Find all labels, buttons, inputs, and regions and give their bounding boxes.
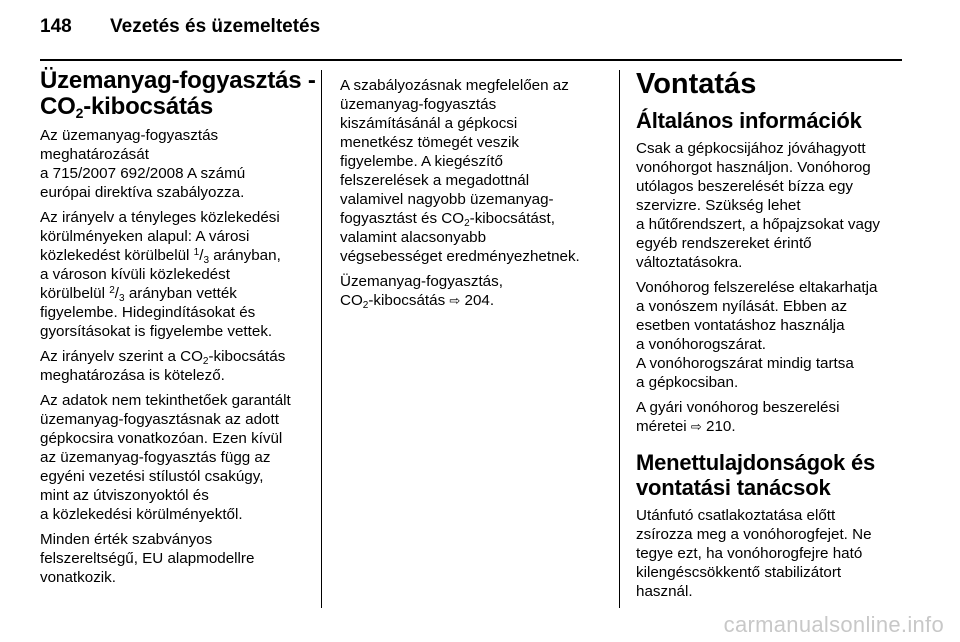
chapter-title: Vontatás: [636, 68, 757, 100]
page-header: [40, 16, 320, 46]
page-number: 148: [40, 16, 72, 37]
section-heading-driving-towing-tips: Menettulajdonságok és vontatási tanácsok: [636, 450, 876, 500]
column-1: [40, 67, 316, 593]
paragraph: Az irányelv szerint a $CO_2$-kibocsátás meghatározása is kötelező.: [40, 348, 286, 384]
section-heading-general-info: Általános információk: [636, 108, 862, 133]
page-reference[interactable]: 210.: [701, 418, 736, 435]
running-title: Vezetés és üzemeltetés: [110, 16, 321, 37]
cross-reference-paragraph: Üzemanyag-fogyasztás, $CO_2$-kibocsátás ⇨ 204.: [340, 273, 503, 311]
column-divider-1: [321, 70, 322, 608]
paragraph: Csak a gépkocsijához jóváhagyott vonóhorgot használjon. Vonóhorog utólagos beszerelését bízza egy szervizre. Szükség lehet a hűtőrendszert, a hőpajzsokat vagy egyéb rendszereket érintő változtatásokra.: [636, 140, 880, 271]
column-3: [636, 68, 906, 607]
paragraph: Az adatok nem tekinthetőek garantált üzemanyag-fogyasztásnak az adott gépkocsira vonatkozóan. Ezen kívül az üzemanyag-fogyasztás függ az egyéni vezetési stílustól csakúgy, mint az útviszonyoktól és a közlekedési körülményektől.: [40, 392, 291, 523]
column-divider-2: [619, 70, 620, 608]
cross-reference-paragraph: A gyári vonóhorog beszerelési méretei ⇨ 210.: [636, 399, 840, 435]
section-heading-fuel-consumption: Üzemanyag-fogyasztás - $CO_2$-kibocsátás: [40, 67, 316, 121]
page-reference-arrow-icon: ⇨: [690, 419, 702, 434]
watermark: carmanualsonline.info: [723, 612, 944, 637]
paragraph: Utánfutó csatlakoztatása előtt zsírozza meg a vonóhorogfejet. Ne tegye ezt, ha vonóhorogfejre ható kilengéscsökkentő stabilizátort használ.: [636, 507, 872, 600]
header-rule: [40, 59, 902, 61]
paragraph: Vonóhorog felszerelése eltakarhatja a vonószem nyílását. Ebben az esetben vontatáshoz használja a vonóhorogszárat. A vonóhorogszárat mindig tartsa a gépkocsiban.: [636, 279, 878, 391]
paragraph: Minden érték szabványos felszereltségű, EU alapmodellre vonatkozik.: [40, 531, 255, 586]
paragraph: A szabályozásnak megfelelően az üzemanyag-fogyasztás kiszámításánál a gépkocsi menetkész tömegét veszik figyelembe. A kiegészítő felszerelések a megadottnál valamivel nagyobb üzemanyag- fogyasztást és $CO_2$-kibocsátást, valamint alacsonyabb végsebességet eredményezhetnek.: [340, 77, 580, 265]
column-2: [340, 76, 610, 316]
page-reference-arrow-icon: ⇨: [449, 293, 461, 308]
page-reference[interactable]: 204.: [460, 292, 495, 309]
paragraph: Az irányelv a tényleges közlekedési körülményeken alapul: A városi közlekedést körülbelül $^1/_3$ arányban, a városon kívüli közlekedést körülbelül $^2/_3$ arányban vették figyelembe. Hidegindításokat és gyorsításokat is figyelembe vettek.: [40, 209, 281, 340]
paragraph: Az üzemanyag-fogyasztás meghatározását a 715/2007 692/2008 A számú európai direktíva szabályozza.: [40, 127, 246, 201]
